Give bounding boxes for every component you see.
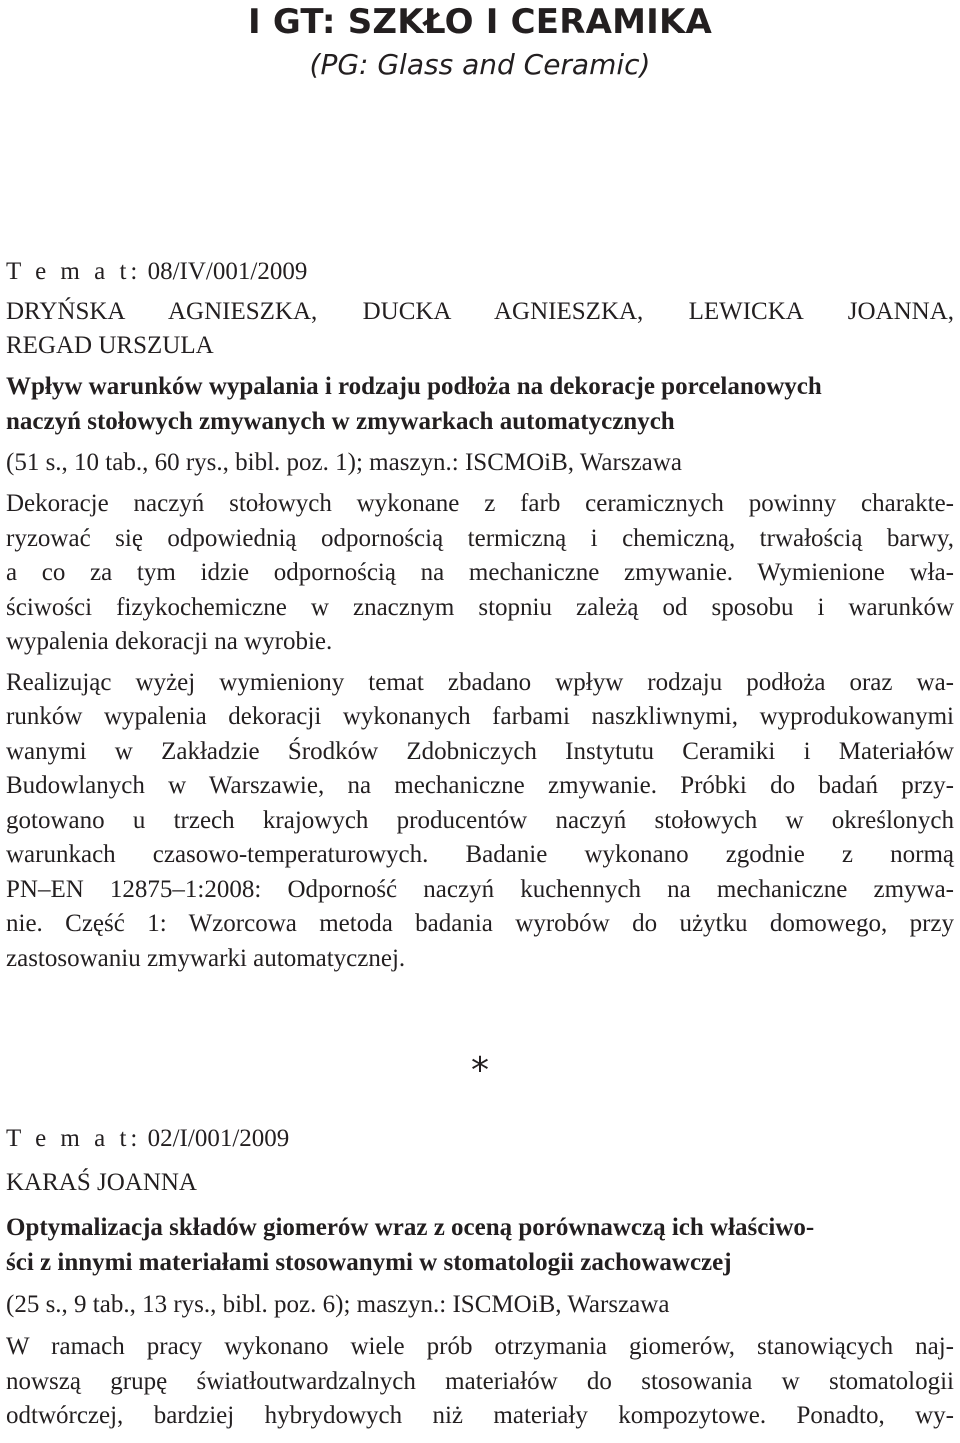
paragraph-line: Budowlanych w Warszawie, na mechaniczne zmywanie. Próbki do badań przy- (6, 772, 954, 799)
paragraph-line: wypalenia dekoracji na wyrobie. (6, 628, 333, 655)
paragraph-line: runków wypalenia dekoracji wykonanych farbami naszkliwnymi, wyprodukowanymi (6, 703, 954, 730)
article-title (6, 369, 954, 439)
topic-label: T e m a t: (6, 1125, 142, 1152)
topic-line (6, 1122, 954, 1156)
paragraph-line: a co za tym idzie odpornością na mechaniczne zmywanie. Wymienione wła- (6, 559, 954, 586)
authors-line: DRYŃSKA AGNIESZKA, DUCKA AGNIESZKA, LEWICKA JOANNA, (6, 298, 954, 325)
article-title-line: ści z innymi materiałami stosowanymi w stomatologii zachowawczej (6, 1249, 732, 1276)
entry-2 (6, 1122, 954, 1434)
section-title: I GT: SZKŁO I CERAMIKA (247, 2, 713, 42)
entry-1 (6, 255, 954, 976)
authors-line: REGAD URSZULA (6, 332, 214, 359)
paragraph-line: ściwości fizykochemiczne w znacznym stopniu zależą od sposobu i warunków (6, 593, 954, 621)
topic-code: 08/IV/001/2009 (147, 258, 308, 285)
paragraph-line: zastosowaniu zmywarki automatycznej. (6, 944, 406, 972)
paragraph-line: nie. Część 1: Wzorcowa metoda badania wyrobów do użytku domowego, przy (6, 910, 954, 937)
paragraph-line: Dekoracje naczyń stołowych wykonane z farb ceramicznych powinny charakte- (6, 490, 954, 517)
authors (6, 1166, 954, 1200)
paragraph-line: ryzować się odpowiednią odpornością termiczną i chemiczną, trwałością barwy, (6, 524, 954, 552)
paragraph-line: W ramach pracy wykonano wiele prób otrzymania giomerów, stanowiących naj- (6, 1333, 954, 1360)
article-title-line: naczyń stołowych zmywanych w zmywarkach automatycznych (6, 408, 675, 435)
topic-line (6, 255, 954, 289)
paragraph-line: gotowano u trzech krajowych producentów naczyń stołowych w określonych (6, 806, 954, 834)
authors-line: KARAŚ JOANNA (6, 1169, 197, 1196)
paragraph-line: nowszą grupę światłoutwardzalnych materiałów do stosowania w stomatologii (6, 1367, 954, 1395)
article-meta: (51 s., 10 tab., 60 rys., bibl. poz. 1); maszyn.: ISCMOiB, Warszawa (6, 449, 682, 476)
entry-separator: * (471, 1050, 489, 1091)
paragraph-line: warunkach czasowo-temperaturowych. Badanie wykonano zgodnie z normą (6, 841, 954, 868)
paragraph-line: odtwórczej, bardziej hybrydowych niż materiały kompozytowe. Ponadto, wy- (6, 1402, 954, 1429)
topic-label: T e m a t: (6, 258, 142, 285)
article-title-line: Optymalizacja składów giomerów wraz z oceną porównawczą ich właściwo- (6, 1214, 815, 1241)
article-title-line: Wpływ warunków wypalania i rodzaju podłoża na dekoracje porcelanowych (6, 373, 822, 400)
paragraph-line: Realizując wyżej wymieniony temat zbadano wpływ rodzaju podłoża oraz wa- (6, 668, 954, 696)
article-meta: (25 s., 9 tab., 13 rys., bibl. poz. 6); maszyn.: ISCMOiB, Warszawa (6, 1291, 670, 1318)
paragraph (6, 1330, 954, 1434)
article-title (6, 1210, 954, 1280)
authors (6, 295, 954, 363)
topic-code: 02/I/001/2009 (147, 1125, 290, 1152)
section-subtitle: (PG: Glass and Ceramic) (309, 48, 651, 81)
paragraph-line: wanymi w Zakładzie Środków Zdobniczych Instytutu Ceramiki i Materiałów (6, 737, 954, 765)
paragraph-line: PN–EN 12875–1:2008: Odporność naczyń kuchennych na mechaniczne zmywa- (6, 875, 954, 903)
paragraph (6, 666, 954, 977)
paragraph (6, 487, 954, 660)
